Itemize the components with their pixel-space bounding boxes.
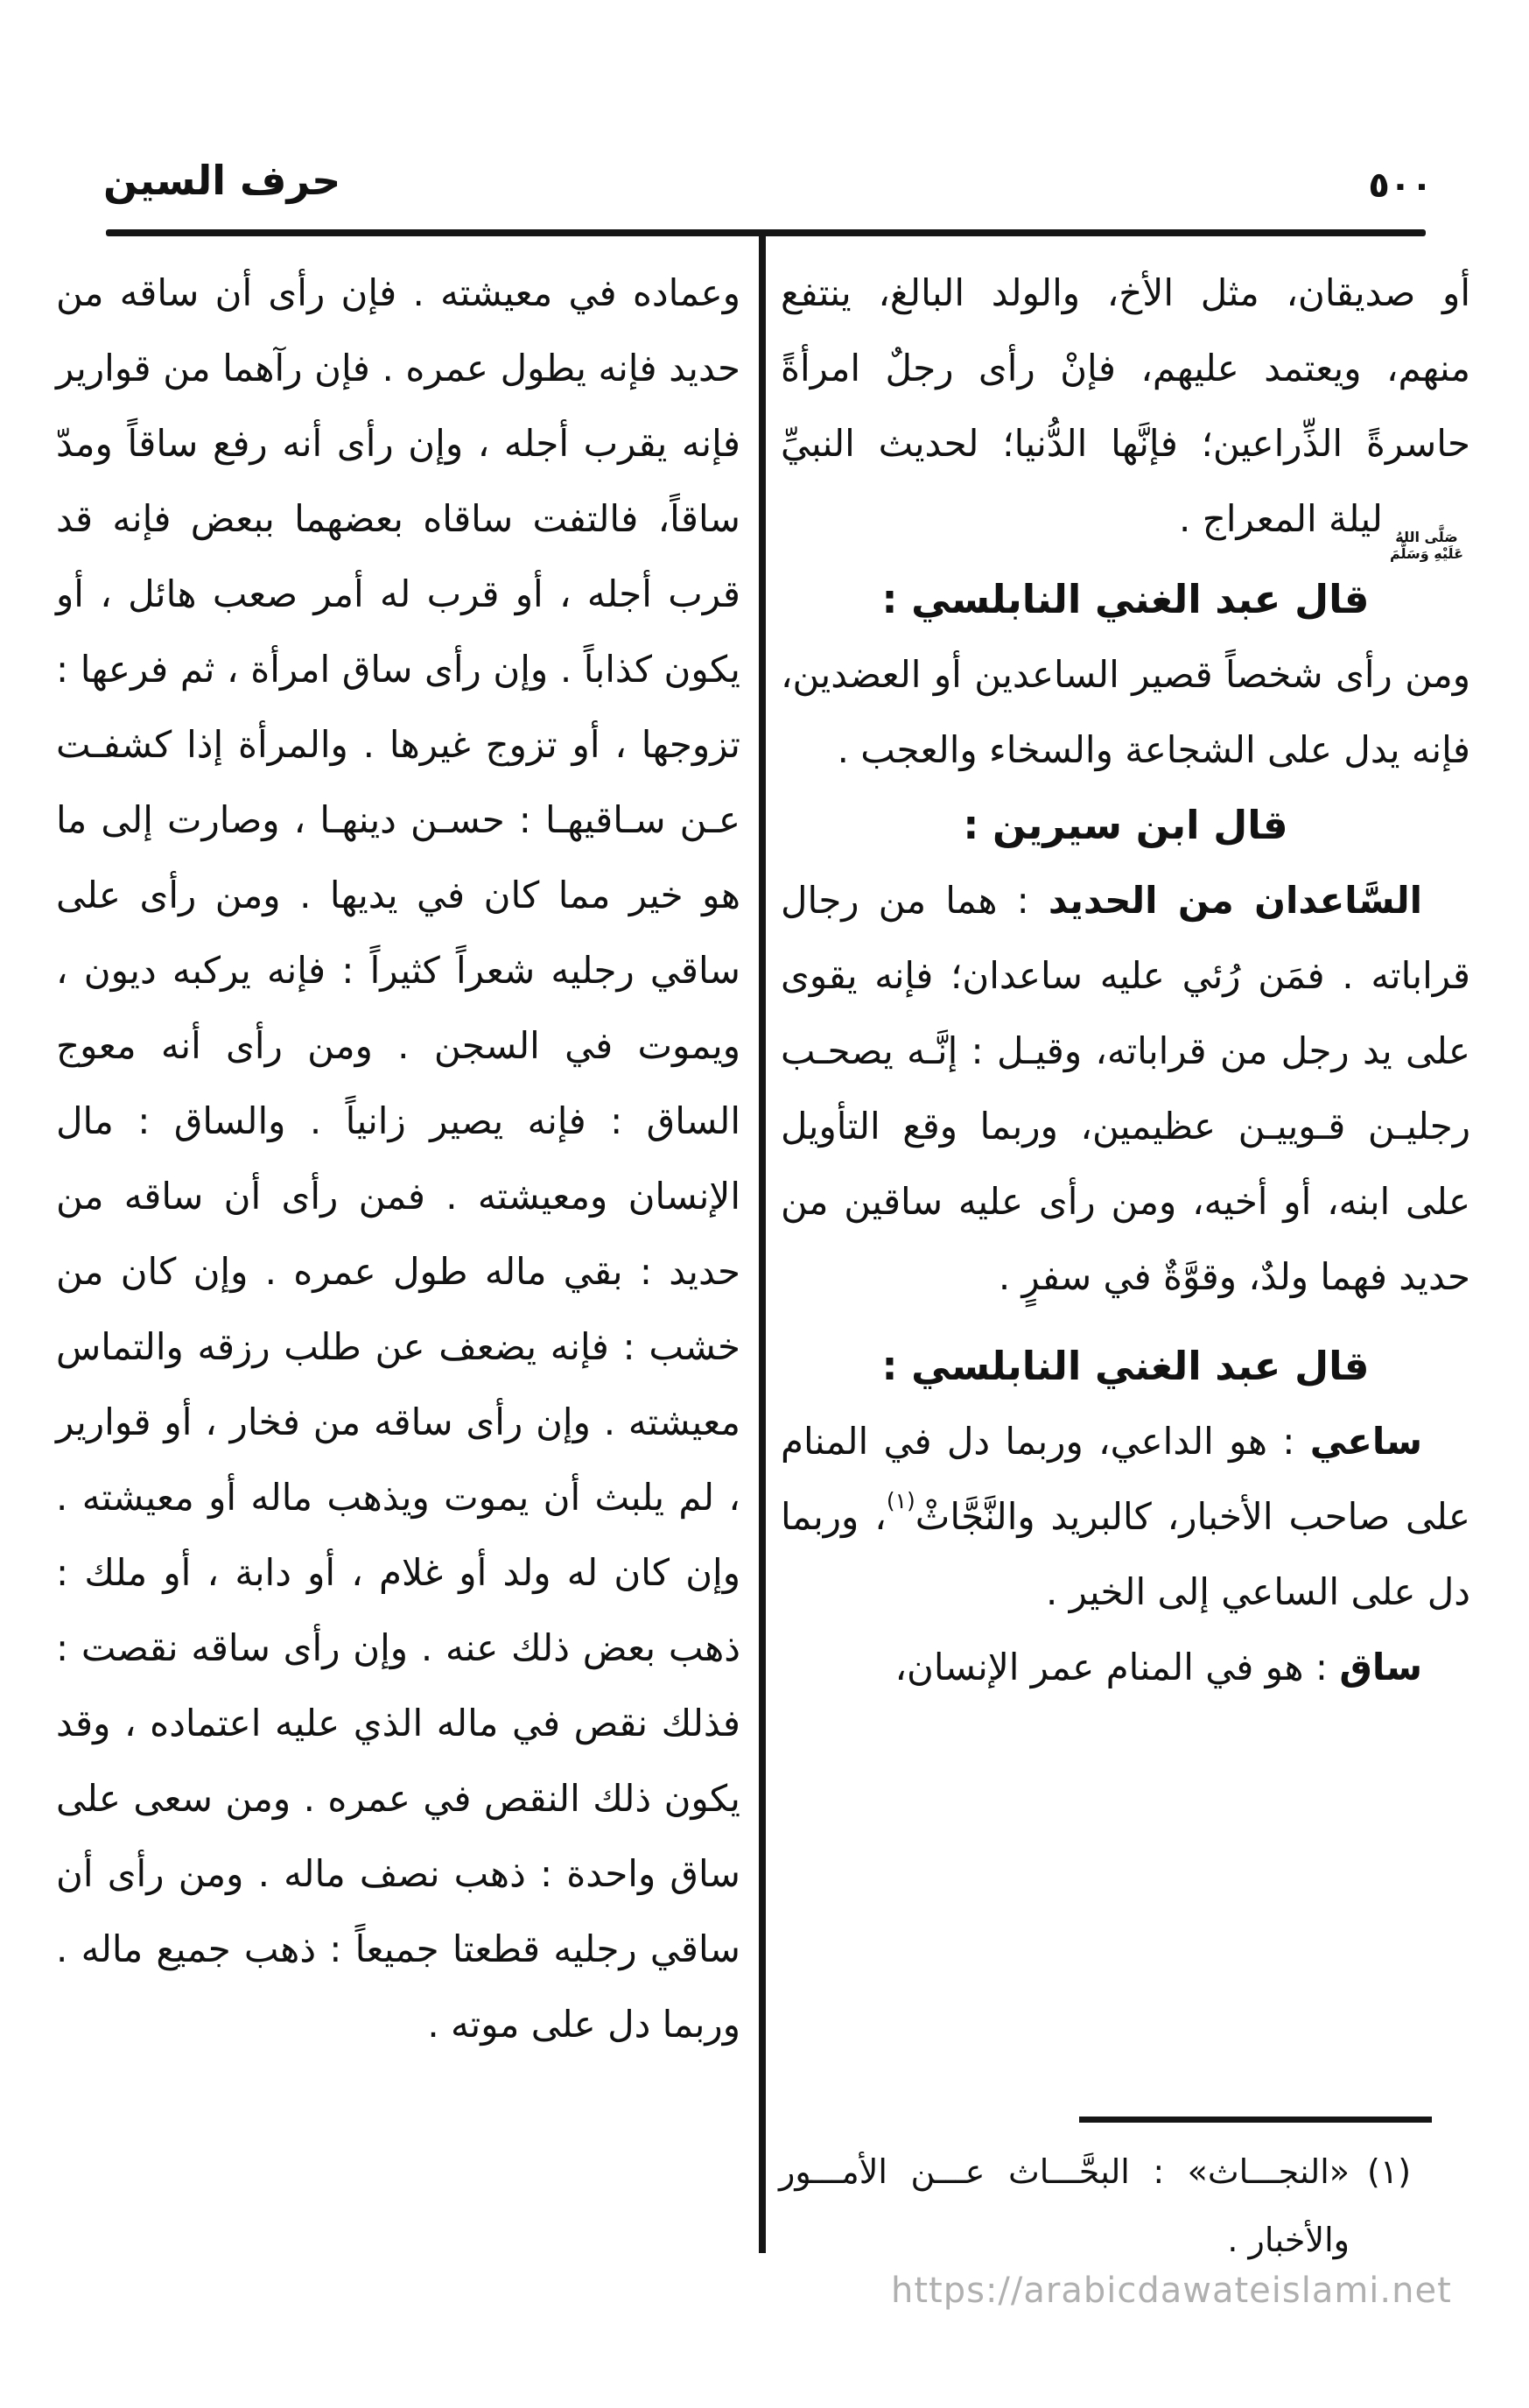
column-divider-rule [759,233,766,2253]
heading-ibn-sirin: قال ابن سيرين : [963,802,1288,848]
paragraph-nabulsi-1: ومن رأى شخصاً قصير الساعدين أو العضدين، فإنه يدل على الشجاعة والسخاء والعجب . [781,653,1470,771]
footnote-text: «النجـــاث» : البحَّـــاث عـــن الأمـــور والأخبار . [779,2152,1350,2259]
chapter-title: حرف السين [103,157,341,204]
watermark-url: https://arabicdawateislami.net [891,2271,1452,2311]
heading-nabulsi-2: قال عبد الغني النابلسي : [881,1343,1370,1389]
entry-body: : هو الداعي، وربما دل في المنام على صاحب الأخبار، كالبريد والنَّجَّاثْ [781,1420,1470,1538]
entry-term: ساق [1339,1646,1422,1688]
left-column [56,256,740,2062]
footnote-reference: (١) [886,1488,915,1513]
honorific-line: عَلَيْهِ وَسَلَّمَ [1389,545,1463,562]
heading-nabulsi-1: قال عبد الغني النابلسي : [881,576,1370,622]
footnote [779,2138,1437,2274]
entry-saai [781,1404,1470,1630]
paragraph-text: أو صديقان، مثل الأخ، والولد البالغ، ينتفع منهم، ويعتمد عليهم، فإنْ رأى رجلٌ امرأةً حاسرةً الذِّراعين؛ فإنَّها الدُّنيا؛ لحديث النبيِّ [781,271,1470,465]
entry-body: ، وربما دل على الساعي إلى الخير . [781,1495,1470,1613]
prophet-honorific [1390,529,1463,562]
entry-body: : هما من رجال قراباته . فمَن رُئي عليه ساعدان؛ فإنه يقوى على يد رجل من قراباته، وقيـل : إنَّـه يصحـب رجليـن قـوييـن عظيمين، وربما وقع التأويل على ابنه، أو أخيه، ومن رأى عليه ساقين من حديد فهما ولدٌ، وقوَّةٌ في سفرٍ . [781,879,1470,1298]
entry-saq [781,1630,1470,1705]
entry-saaidan [781,863,1470,1315]
footnote-separator-rule [1079,2117,1432,2123]
entry-term: السَّاعدان من الحديد [1048,879,1422,922]
right-column [781,256,1470,1705]
entry-body: : هو في المنام عمر الإنسان، [894,1646,1340,1688]
entry-term: ساعي [1309,1420,1422,1463]
page-number: ٥٠٠ [1368,165,1433,206]
footnote-number: (١) [1367,2152,1412,2191]
honorific-line: صَلَّى اللهُ [1395,529,1458,545]
paragraph-saq-continuation: وعماده في معيشته . فإن رأى أن ساقه من حديد فإنه يطول عمره . فإن رآهما من قوارير فإنه يقرب أجله ، وإن رأى أنه رفع ساقاً ومدّ ساقاً، فالتفت ساقاه بعضهما ببعض فإنه قد قرب أجله ، أو قرب له أمر صعب هائل ، أو يكون كذاباً . وإن رأى ساق امرأة ، ثم فرعها : تزوجها ، أو تزوج غيرها . والمرأة إذا كشفـت عـن سـاقيهـا : حسـن دينهـا ، وصارت إلى ما هو خير مما كان في يديها . ومن رأى على ساقي رجليه شعراً كثيراً : فإنه يركبه ديون ، ويموت في السجن . ومن رأى أنه معوج الساق : فإنه يصير زانياً . والساق : مال الإنسان ومعيشته . فمن رأى أن ساقه من حديد : بقي ماله طول عمره . وإن كان من خشب : فإنه يضعف عن طلب رزقه والتماس معيشته . وإن رأى ساقه من فخار ، أو قوارير ، لم يلبث أن يموت ويذهب ماله أو معيشته . وإن كان له ولد أو غلام ، أو دابة ، أو ملك : ذهب بعض ذلك عنه . وإن رأى ساقه نقصت : فذلك نقص في ماله الذي عليه اعتماده ، وقد يكون ذلك النقص في عمره . ومن سعى على ساق واحدة : ذهب نصف ماله . ومن رأى أن ساقي رجليه قطعتا جميعاً : ذهب جميع ماله . وربما دل على موته . [56,271,740,2046]
header-rule [106,229,1426,236]
paragraph-text: ليلة المعراج . [1179,497,1383,540]
paragraph-continuation [781,256,1470,562]
